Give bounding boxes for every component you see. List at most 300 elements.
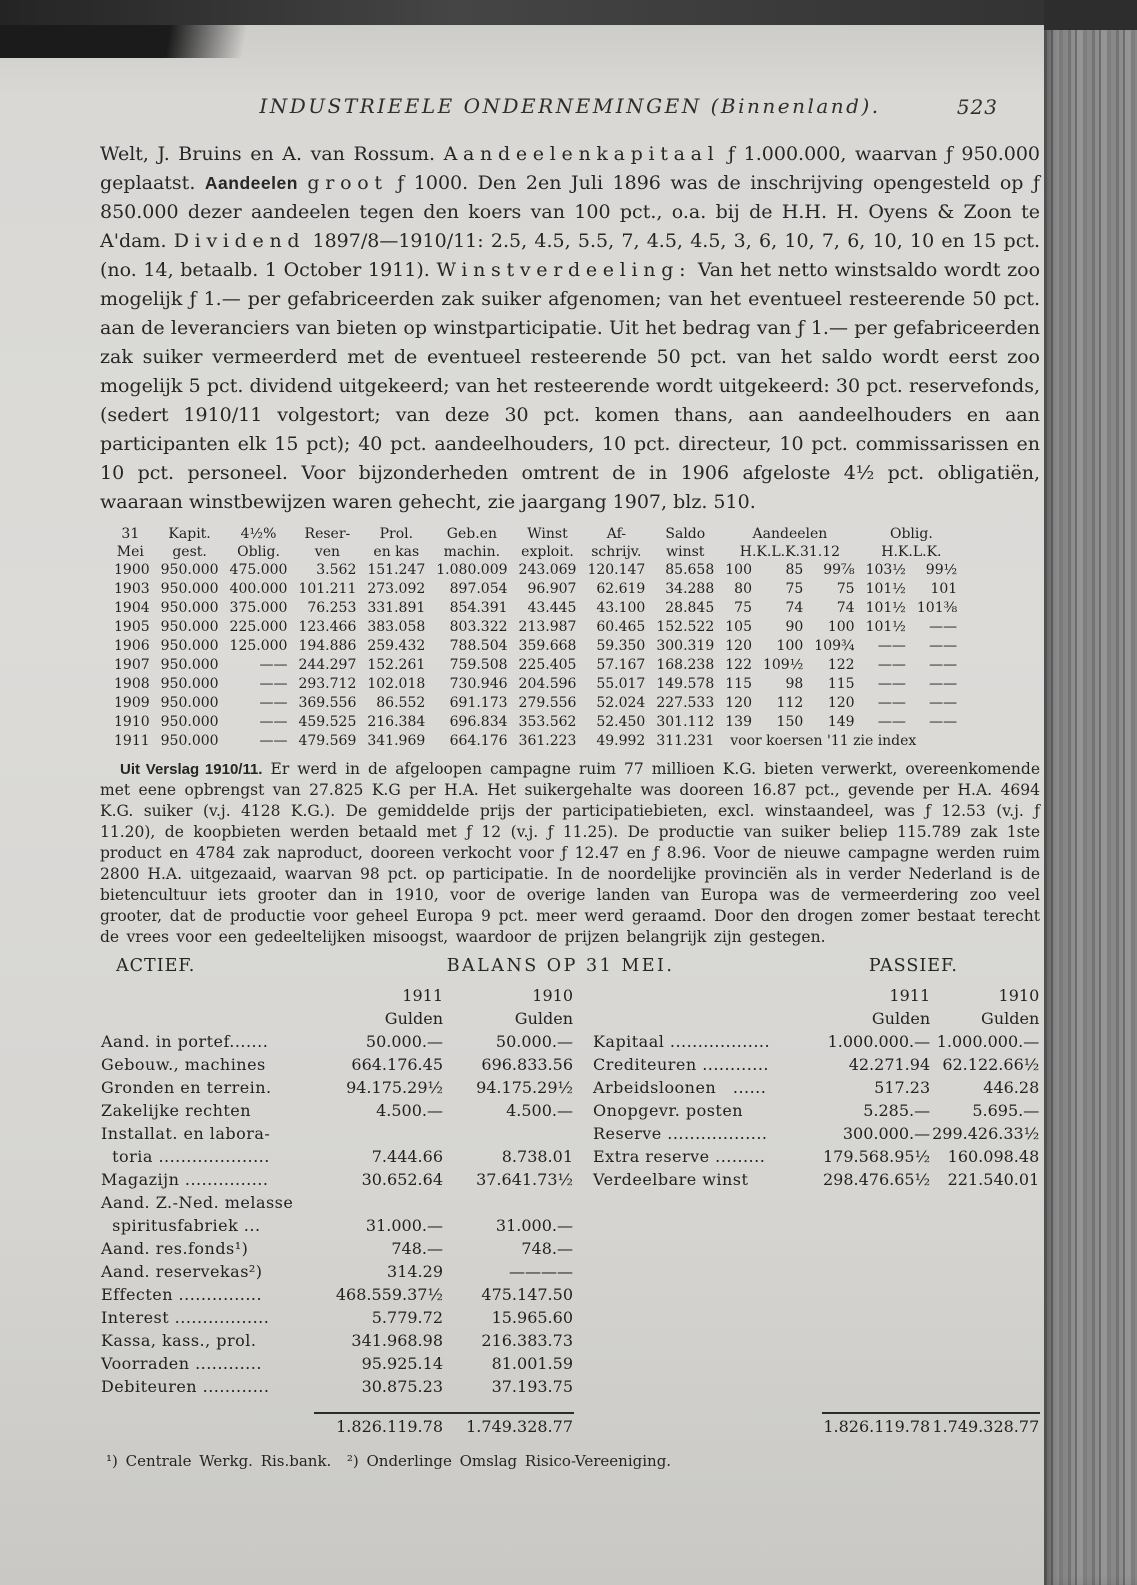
cell-kapit: 950.000 [160, 657, 219, 673]
actief-row-1911: 664.176.45 [351, 1055, 443, 1074]
history-last-row-body [100, 732, 957, 751]
actief-row-label: Kassa, kass., prol. [101, 1331, 257, 1350]
passief-row-1911: 1.000.000.— [827, 1032, 931, 1051]
cell-reserven: 76.253 [307, 600, 357, 616]
cell-geb: 1.080.009 [436, 562, 508, 578]
actief-total-1911: 1.826.119.78 [314, 1413, 444, 1440]
actief-row-label: Voorraden ............ [101, 1354, 262, 1373]
cell-aand-lk: 150 [776, 714, 804, 730]
passief-row-1910: 5.695.— [972, 1101, 1040, 1120]
passief-currency-1911: Gulden [871, 1009, 931, 1028]
cell-oblig-hk: 101½ [865, 600, 906, 616]
actief-row-label: Installat. en labora- [101, 1124, 271, 1143]
cell-prol: 341.969 [367, 733, 426, 749]
actief-row [100, 1145, 574, 1168]
col-aandeelen-koersen-2: H.K.L.K.31.12 [739, 544, 841, 560]
cell-aand-hk: 100 [725, 562, 752, 578]
actief-row-1910: ———— [509, 1262, 573, 1281]
passief-total-row [592, 1413, 1040, 1440]
actief-row-1910: 37.641.73½ [476, 1170, 573, 1189]
actief-row [100, 1030, 574, 1053]
page-number: 523 [956, 95, 998, 119]
passief-row-1911: 300.000.— [842, 1124, 931, 1143]
cell-saldo: 311.231 [656, 733, 715, 749]
cell-saldo: 149.578 [656, 676, 715, 692]
term-groot: groot [307, 172, 388, 194]
actief-row-label: Debiteuren ............ [101, 1377, 270, 1396]
cell-kapit: 950.000 [160, 600, 219, 616]
cell-prol: 152.261 [367, 657, 426, 673]
col-winst: Winst [527, 526, 568, 542]
cell-reserven: 244.297 [298, 657, 357, 673]
passief-rows [592, 1030, 1040, 1191]
passief-row-label: Extra reserve ......... [593, 1147, 766, 1166]
cell-aand-hk: 75 [734, 600, 752, 616]
running-header-title: INDUSTRIEELE ONDERNEMINGEN (Binnenland). [259, 94, 881, 118]
actief-row-1910 [444, 1122, 574, 1145]
cell-oblig-lk: —— [929, 657, 958, 673]
actief-row [100, 1329, 574, 1352]
cell-saldo: 300.319 [656, 638, 715, 654]
history-table-body [100, 561, 957, 732]
actief-row [100, 1053, 574, 1076]
cell-aand-3112: 75 [836, 581, 855, 597]
cell-saldo: 34.288 [665, 581, 715, 597]
intro-text-2: ƒ 1000. Den 2en Juli 1896 was de inschrijving opengesteld op ƒ 850.000 dezer aandeelen tegen den koers van 100 pct., o.a. bij de H.H. H. Oyens & Zoon te A'dam. [100, 172, 1040, 252]
cell-year: 1904 [114, 600, 150, 616]
cell-kapit: 950.000 [160, 714, 219, 730]
passief-row-1911: 517.23 [874, 1078, 931, 1097]
cell-saldo: 227.533 [656, 695, 715, 711]
actief-year-1911: 1911 [402, 986, 443, 1005]
passief-row [592, 1030, 1040, 1053]
cell-prol: 102.018 [367, 676, 426, 692]
actief-row-1910: 748.— [521, 1239, 573, 1258]
cell-winst: 204.596 [518, 676, 577, 692]
cell-oblig: 125.000 [229, 638, 288, 654]
cell-reserven: 479.569 [298, 733, 357, 749]
passief-row [592, 1168, 1040, 1191]
col-oblig-koersen: Oblig. [889, 526, 933, 542]
cell-afschrijv: 43.100 [596, 600, 646, 616]
passief-row-1910: 446.28 [983, 1078, 1040, 1097]
actief-rows [100, 1030, 574, 1398]
history-row [100, 618, 957, 637]
cell-prol: 151.247 [367, 562, 426, 578]
intro-text-1: ƒ 1.000.000, waarvan ƒ 950.000 geplaatst. [100, 143, 1040, 194]
actief-row-1910: 81.001.59 [491, 1354, 573, 1373]
cell-oblig: —— [259, 733, 288, 749]
passief-currency-row [592, 1007, 1040, 1030]
cell-afschrijv: 120.147 [587, 562, 646, 578]
cell-aand-lk: 85 [785, 562, 804, 578]
actief-row-label: Interest ................. [101, 1308, 270, 1327]
actief-row-1911: 50.000.— [365, 1032, 443, 1051]
actief-row [100, 1122, 574, 1145]
actief-row [100, 1214, 574, 1237]
actief-row-1911: 314.29 [387, 1262, 443, 1281]
cell-reserven: 369.556 [298, 695, 357, 711]
cell-prol: 273.092 [367, 581, 426, 597]
cell-kapit: 950.000 [160, 733, 219, 749]
actief-row-1911: 94.175.29½ [346, 1078, 443, 1097]
cell-aand-3112: 109¾ [814, 638, 855, 654]
actief-row-1910: 8.738.01 [501, 1147, 573, 1166]
actief-row-label: Effecten ............... [101, 1285, 263, 1304]
cell-oblig-lk: 101 [930, 581, 958, 597]
cell-year: 1910 [114, 714, 150, 730]
cell-year: 1907 [114, 657, 150, 673]
term-aandeelen: Aandeelen [204, 173, 298, 193]
passief-row-label: Arbeidsloonen ...... [593, 1078, 767, 1097]
actief-row-label: Zakelijke rechten [101, 1101, 252, 1120]
cell-saldo: 28.845 [665, 600, 715, 616]
cell-kapit: 950.000 [160, 581, 219, 597]
cell-oblig-hk: —— [877, 657, 906, 673]
cell-year: 1903 [114, 581, 150, 597]
cell-oblig-hk: 101½ [865, 581, 906, 597]
history-table-header [100, 525, 957, 561]
history-row [100, 694, 957, 713]
cell-prol: 259.432 [367, 638, 426, 654]
cell-oblig: —— [259, 695, 288, 711]
cell-aand-3112: 115 [827, 676, 855, 692]
passief-total-1910: 1.749.328.77 [931, 1413, 1040, 1440]
passief-row [592, 1145, 1040, 1168]
actief-row-1911: 341.968.98 [351, 1331, 443, 1350]
cell-oblig-lk: 101⅜ [916, 600, 958, 616]
col-prol-2: en kas [373, 544, 420, 560]
cell-kapit: 950.000 [160, 695, 219, 711]
cell-winst: 96.907 [527, 581, 577, 597]
cell-koersen-note: voor koersen '11 zie index [730, 733, 917, 749]
actief-row [100, 1352, 574, 1375]
actief-row [100, 1168, 574, 1191]
actief-heading: ACTIEF. [116, 956, 196, 976]
passief-table-head [592, 984, 1040, 1030]
cell-winst: 43.445 [527, 600, 577, 616]
cell-reserven: 194.886 [298, 638, 357, 654]
col-afschrijv: Af- [606, 526, 627, 542]
passief-row-label: Verdeelbare winst [593, 1170, 749, 1189]
actief-row-label: Aand. res.fonds¹) [101, 1239, 249, 1258]
col-winst-2: exploit. [521, 544, 574, 560]
term-aandeelenkapitaal: Aandeelenkapitaal [443, 143, 720, 165]
cell-reserven: 3.562 [316, 562, 357, 578]
history-row [100, 580, 957, 599]
cell-oblig-lk: —— [929, 714, 958, 730]
actief-total-1910: 1.749.328.77 [444, 1413, 574, 1440]
cell-geb: 759.508 [449, 657, 508, 673]
cell-aand-hk: 120 [725, 695, 752, 711]
actief-row [100, 1237, 574, 1260]
actief-row [100, 1306, 574, 1329]
actief-row-1910 [444, 1191, 574, 1214]
annual-report-paragraph [100, 759, 1040, 948]
passief-row-1910: 299.426.33½ [932, 1124, 1040, 1143]
cell-winst: 225.405 [518, 657, 577, 673]
history-header-row-2 [100, 543, 957, 561]
passief-row-1910: 160.098.48 [947, 1147, 1040, 1166]
actief-row-1910: 216.383.73 [481, 1331, 573, 1350]
history-row [100, 675, 957, 694]
actief-row-1910: 4.500.— [506, 1101, 573, 1120]
actief-row-1911: 468.559.37½ [335, 1285, 443, 1304]
cell-aand-hk: 139 [725, 714, 752, 730]
term-winstverdeeling: Winstverdeeling: [436, 259, 692, 281]
cell-aand-hk: 122 [725, 657, 752, 673]
cell-aand-3112: 120 [827, 695, 855, 711]
actief-table [100, 984, 574, 1398]
actief-row [100, 1283, 574, 1306]
actief-year-row [100, 984, 574, 1007]
cell-oblig: —— [259, 657, 288, 673]
passief-row [592, 1122, 1040, 1145]
cell-aand-lk: 100 [776, 638, 804, 654]
cell-aand-lk: 109½ [762, 657, 804, 673]
cell-aand-lk: 98 [785, 676, 804, 692]
actief-row-1910: 15.965.60 [491, 1308, 573, 1327]
cell-afschrijv: 60.465 [596, 619, 646, 635]
cell-aand-hk: 120 [725, 638, 752, 654]
cell-geb: 854.391 [449, 600, 508, 616]
cell-year: 1905 [114, 619, 150, 635]
actief-currency-1911: Gulden [384, 1009, 443, 1028]
passief-row [592, 1076, 1040, 1099]
col-afschrijv-2: schrijv. [591, 544, 642, 560]
passief-row-label: Kapitaal .................. [593, 1032, 771, 1051]
cell-reserven: 459.525 [298, 714, 357, 730]
actief-row [100, 1375, 574, 1398]
col-aandeelen-koersen: Aandeelen [752, 526, 828, 542]
col-reserven-2: ven [314, 544, 341, 560]
col-geb-2: machin. [443, 544, 501, 560]
cell-reserven: 293.712 [298, 676, 357, 692]
cell-prol: 216.384 [367, 714, 426, 730]
actief-row-1911: 7.444.66 [371, 1147, 443, 1166]
cell-oblig-lk: 99½ [925, 562, 958, 578]
actief-row-1910: 31.000.— [495, 1216, 573, 1235]
verslag-text: Er werd in de afgeloopen campagne ruim 77 millioen K.G. bieten verwerkt, overeenkomende met eene opbrengst van 27.825 K.G per H.A. Het suikergehalte was dooreen 16.87 pct., gevende per H.A. 4694 K.G. suiker (v.j. 4128 K.G.). De gemiddelde prijs der participatiebieten, excl. winstaandeel, was ƒ 12.53 (v.j. ƒ 11.20), de koopbieten werden betaald met ƒ 12 (v.j. ƒ 11.25). De productie van suiker beliep 115.789 zak 1ste product en 4784 zak naproduct, dooreen verkocht voor ƒ 12.47 en ƒ 8.96. Voor de nieuwe campagne werden ruim 2800 H.A. uitgezaaid, waarvan 98 pct. op participatie. In de noordelijke provinciën als in verder Nederland is de bietencultuur iets grooter dan in 1910, voor de overige landen van Europa was de vermeerdering zoo veel grooter, dat de productie voor geheel Europa 9 pct. meer werd geraamd. Door den drogen zomer bestaat terecht de vrees voor een gedeeltelijken misoogst, waardoor de prijzen belangrijk zijn gestegen. [100, 760, 1040, 946]
actief-year-1910: 1910 [532, 986, 573, 1005]
cell-geb: 730.946 [449, 676, 508, 692]
actief-total-row [100, 1413, 574, 1440]
cell-reserven: 101.211 [298, 581, 357, 597]
history-row [100, 637, 957, 656]
cell-prol: 86.552 [376, 695, 426, 711]
passief-row-label: Crediteuren ............ [593, 1055, 769, 1074]
col-reserven: Reser- [304, 526, 351, 542]
actief-row-label: Magazijn ............... [101, 1170, 269, 1189]
passief-column [592, 984, 1040, 1440]
cell-aand-lk: 90 [785, 619, 804, 635]
intro-text-4: Van het netto winstsaldo wordt zoo mogelijk ƒ 1.— per gefabriceerden zak suiker afgenomen; van het eventueel resteerende 50 pct. aan de leveranciers van bieten op winstparticipatie. Uit het bedrag van ƒ 1.— per gefabriceerden zak suiker vermeerderd met de eventueel resteerende 50 pct. van het saldo wordt eerst zoo mogelijk 5 pct. dividend uitgekeerd; van het resteerende wordt uitgekeerd: 30 pct. reservefonds, (sedert 1910/11 volgestort; van deze 30 pct. komen thans, aan aandeelhouders en aan participanten elk 15 pct); 40 pct. aandeelhouders, 10 pct. directeur, 10 pct. commissarissen en 10 pct. personeel. Voor bijzonderheden omtrent de in 1906 afgeloste 4½ pct. obligatiën, waaraan winstbewijzen waren gehecht, zie jaargang 1907, blz. 510. [100, 259, 1041, 513]
cell-year: 1909 [114, 695, 150, 711]
col-kapit-2: gest. [172, 544, 207, 560]
col-geb: Geb.en [446, 526, 497, 542]
actief-row-1911 [314, 1122, 444, 1145]
actief-row-1911: 5.779.72 [371, 1308, 443, 1327]
scan-artifact-top-band [0, 0, 1137, 25]
actief-total [100, 1412, 574, 1440]
verslag-lead: Uit Verslag 1910/11. [120, 761, 263, 778]
cell-winst: 279.556 [518, 695, 577, 711]
balance-sheet [100, 956, 1040, 1470]
cell-year: 1908 [114, 676, 150, 692]
actief-row-1910: 475.147.50 [481, 1285, 573, 1304]
cell-aand-hk: 105 [725, 619, 752, 635]
cell-afschrijv: 52.450 [596, 714, 646, 730]
passief-row-1911: 5.285.— [863, 1101, 931, 1120]
cell-oblig: 475.000 [229, 562, 288, 578]
cell-year: 1900 [114, 562, 150, 578]
actief-table-head [100, 984, 574, 1030]
passief-row-1910: 62.122.66½ [942, 1055, 1040, 1074]
actief-row-1911: 31.000.— [365, 1216, 443, 1235]
col-oblig-koersen-2: H.K.L.K. [881, 544, 942, 560]
cell-oblig: —— [259, 714, 288, 730]
actief-row-1910: 37.193.75 [491, 1377, 573, 1396]
passief-row-1911: 42.271.94 [848, 1055, 931, 1074]
passief-row-label: Onopgevr. posten [593, 1101, 744, 1120]
actief-row-1910: 94.175.29½ [476, 1078, 573, 1097]
cell-oblig-hk: —— [877, 714, 906, 730]
actief-row [100, 1076, 574, 1099]
cell-oblig: 375.000 [229, 600, 288, 616]
col-oblig: 4½% [240, 526, 277, 542]
cell-aand-lk: 74 [785, 600, 804, 616]
cell-winst: 353.562 [518, 714, 577, 730]
history-header-row-1 [100, 525, 957, 543]
balance-title: BALANS OP 31 MEI. [446, 956, 675, 976]
passief-row-label: Reserve .................. [593, 1124, 768, 1143]
passief-table [592, 984, 1040, 1191]
passief-total-1911: 1.826.119.78 [822, 1413, 931, 1440]
cell-saldo: 85.658 [665, 562, 715, 578]
cell-year: 1906 [114, 638, 150, 654]
cell-prol: 331.891 [367, 600, 426, 616]
cell-oblig-hk: 103½ [865, 562, 906, 578]
passief-row-1911: 179.568.95½ [823, 1147, 931, 1166]
cell-aand-hk: 115 [725, 676, 752, 692]
cell-saldo: 152.522 [656, 619, 715, 635]
cell-oblig-lk: —— [929, 695, 958, 711]
col-oblig-2: Oblig. [237, 544, 280, 560]
cell-prol: 383.058 [367, 619, 426, 635]
intro-lead: Welt, J. Bruins en A. van Rossum. [100, 143, 444, 165]
actief-row-1911: 30.875.23 [361, 1377, 443, 1396]
cell-oblig-hk: 101½ [865, 619, 906, 635]
cell-aand-lk: 75 [785, 581, 804, 597]
cell-geb: 664.176 [449, 733, 508, 749]
cell-aand-3112: 74 [836, 600, 855, 616]
passief-year-row [592, 984, 1040, 1007]
cell-year: 1911 [114, 733, 150, 749]
actief-row-1911: 748.— [391, 1239, 443, 1258]
cell-oblig-hk: —— [877, 676, 906, 692]
cell-kapit: 950.000 [160, 638, 219, 654]
actief-row-1911: 95.925.14 [361, 1354, 443, 1373]
cell-winst: 361.223 [518, 733, 577, 749]
actief-row-label: Aand. Z.-Ned. melasse [101, 1193, 294, 1212]
actief-column [100, 984, 574, 1440]
actief-row-label: Gronden en terrein. [101, 1078, 272, 1097]
cell-winst: 359.668 [518, 638, 577, 654]
passief-total [592, 1412, 1040, 1440]
cell-winst: 243.069 [518, 562, 577, 578]
running-header [100, 94, 1040, 118]
scan-artifact-top-right-corner [1044, 0, 1137, 30]
actief-row [100, 1260, 574, 1283]
actief-row [100, 1191, 574, 1214]
actief-row-1910: 696.833.56 [481, 1055, 573, 1074]
cell-afschrijv: 62.619 [596, 581, 646, 597]
balance-sheet-header [100, 956, 1040, 984]
cell-oblig-lk: —— [929, 638, 958, 654]
scan-artifact-book-edge [1044, 0, 1137, 1585]
cell-geb: 696.834 [449, 714, 508, 730]
passief-row [592, 1099, 1040, 1122]
cell-kapit: 950.000 [160, 619, 219, 635]
cell-reserven: 123.466 [298, 619, 357, 635]
passief-year-1910: 1910 [998, 986, 1040, 1005]
history-row-1911 [100, 732, 957, 751]
history-row [100, 599, 957, 618]
cell-winst: 213.987 [518, 619, 577, 635]
cell-afschrijv: 59.350 [596, 638, 646, 654]
term-dividend: Dividend [173, 230, 306, 252]
balance-sheet-body [100, 984, 1040, 1440]
passief-year-1911: 1911 [889, 986, 931, 1005]
page-content [100, 94, 1040, 1470]
actief-row-1911: 4.500.— [376, 1101, 443, 1120]
actief-row-1911 [314, 1191, 444, 1214]
passief-row-1910: 221.540.01 [947, 1170, 1040, 1189]
cell-oblig-hk: —— [877, 695, 906, 711]
cell-afschrijv: 57.167 [596, 657, 646, 673]
passief-row-1911: 298.476.65½ [823, 1170, 931, 1189]
passief-row-1910: 1.000.000.— [936, 1032, 1040, 1051]
cell-aand-3112: 122 [827, 657, 855, 673]
cell-geb: 788.504 [449, 638, 508, 654]
history-row [100, 656, 957, 675]
col-saldo: Saldo [665, 526, 706, 542]
cell-oblig: 225.000 [229, 619, 288, 635]
cell-saldo: 301.112 [656, 714, 715, 730]
cell-geb: 803.322 [449, 619, 508, 635]
footnotes: ¹) Centrale Werkg. Ris.bank. ²) Onderlinge Omslag Risico-Vereeniging. [106, 1452, 672, 1470]
cell-afschrijv: 49.992 [596, 733, 646, 749]
actief-row-label: Gebouw., machines [101, 1055, 266, 1074]
col-prol: Prol. [379, 526, 414, 542]
cell-aand-3112: 99⅞ [823, 562, 855, 578]
cell-oblig-hk: —— [877, 638, 906, 654]
cell-oblig: —— [259, 676, 288, 692]
actief-currency-row [100, 1007, 574, 1030]
passief-currency-1910: Gulden [981, 1009, 1040, 1028]
cell-geb: 691.173 [449, 695, 508, 711]
passief-heading: PASSIEF. [868, 956, 958, 976]
cell-oblig-lk: —— [929, 676, 958, 692]
cell-kapit: 950.000 [160, 562, 219, 578]
col-31mei: 31 [121, 526, 140, 542]
cell-afschrijv: 55.017 [596, 676, 646, 692]
cell-afschrijv: 52.024 [596, 695, 646, 711]
cell-oblig-lk: —— [929, 619, 958, 635]
intro-text-3: 1897/8—1910/11: 2.5, 4.5, 5.5, 7, 4.5, 4.5, 3, 6, 10, 7, 6, 10, 10 en 15 pct. (no. 14, betaalb. 1 October 1911). [100, 230, 1041, 281]
col-saldo-2: winst [666, 544, 705, 560]
company-description-paragraph [100, 140, 1040, 517]
